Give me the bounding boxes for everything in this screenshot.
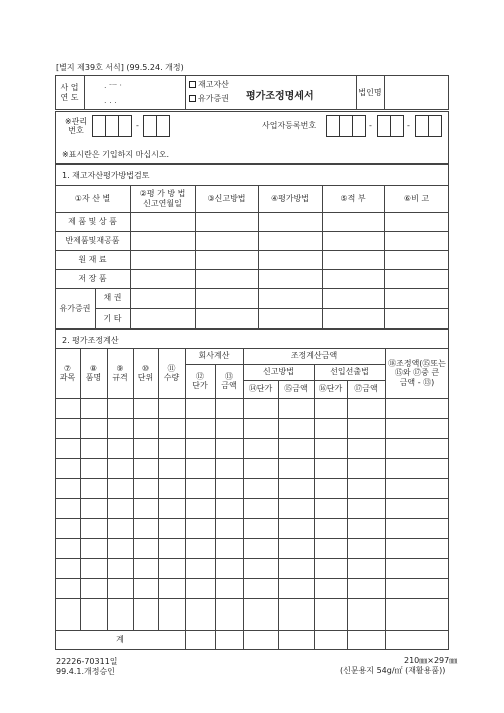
row-securities: 유가증권 [59, 303, 91, 313]
col-company-amount: ⑬ 금액 [221, 371, 237, 390]
col-unit: ⑩ 단위 [137, 363, 154, 382]
dash: - [136, 121, 139, 130]
paper-size: 210㎜×297㎜ [404, 656, 458, 665]
mgmt-no-digit[interactable] [105, 115, 119, 137]
col-fifo-unit-price: ⑯단가 [318, 384, 343, 394]
reported-method-header: 신고방법 [263, 367, 294, 377]
row-bonds: 채 권 [103, 293, 122, 303]
mgmt-no-digit[interactable] [156, 115, 170, 137]
col-reported-amount: ⑮금액 [284, 384, 308, 394]
col-reported-method: ③신고방법 [207, 193, 246, 203]
col-asset-type: ①자 산 별 [74, 193, 111, 203]
section1-title: 1. 재고자산평가방법검토 [62, 171, 150, 180]
date-marks-1: . ㅡ · [104, 81, 122, 90]
fifo-method-header: 선입선출법 [330, 367, 369, 377]
biz-no-digit[interactable] [415, 115, 429, 137]
row-supplies: 저 장 품 [78, 273, 107, 283]
col-quantity: ⑪ 수량 [163, 363, 180, 382]
biz-no-digit[interactable] [377, 115, 391, 137]
col-company-unit-price: ⑫ 단가 [192, 371, 208, 390]
col-report-date: ②평 가 방 법 신고연월일 [139, 189, 186, 208]
mgmt-no-digit[interactable] [118, 115, 132, 137]
form-code: 22226-70311일 99.4.1.개정승인 [56, 657, 118, 676]
corp-name-label: 법인명 [358, 87, 382, 97]
row-semi-finished: 반제품및재공품 [65, 235, 120, 245]
row-other: 기 타 [103, 313, 122, 323]
mgmt-no-digit[interactable] [143, 115, 157, 137]
biz-no-digit[interactable] [339, 115, 353, 137]
dash: - [407, 121, 410, 130]
option-securities[interactable]: 유가증권 [189, 95, 229, 103]
col-fifo-amount: ⑰금액 [354, 384, 378, 394]
option-inventory[interactable]: 재고자산 [189, 81, 229, 89]
dash: - [369, 121, 372, 130]
biz-no-digit[interactable] [428, 115, 442, 137]
col-valuation-method: ④평가방법 [270, 193, 310, 203]
form-header: [별지 제39호 서식] (99.5.24. 개정) [56, 63, 184, 72]
col-adjustment-amount: ⑱조정액(⑮또는 ⑮와 ⑰중 큰 금액 - ⑬) [388, 359, 446, 387]
col-account: ⑦ 과목 [59, 363, 76, 382]
col-item-name: ⑧ 품명 [85, 363, 102, 382]
col-reported-unit-price: ⑭단가 [248, 384, 273, 394]
section2-title: 2. 평가조정계산 [62, 336, 119, 345]
biz-no-digit[interactable] [326, 115, 340, 137]
checkbox-icon[interactable] [189, 81, 196, 88]
business-registration-label: 사업자등록번호 [262, 121, 317, 130]
paper-spec: (신문용지 54g/㎡ (재활용품)) [340, 666, 446, 675]
row-products: 제 품 및 상 품 [68, 216, 117, 226]
mgmt-no-digit[interactable] [92, 115, 106, 137]
business-year-label: 사 업 연 도 [60, 83, 79, 102]
col-compliance: ⑤적 부 [340, 193, 366, 203]
biz-no-digit[interactable] [390, 115, 404, 137]
company-calc-header: 회사계산 [198, 351, 230, 361]
checkbox-icon[interactable] [189, 95, 196, 102]
col-remarks: ⑥비 고 [403, 193, 430, 203]
date-marks-2: . . . [104, 96, 117, 105]
page-title: 평가조정명세서 [246, 91, 314, 102]
col-spec: ⑨ 규격 [112, 363, 128, 382]
row-raw-materials: 원 재 료 [78, 254, 107, 264]
biz-no-digit[interactable] [352, 115, 366, 137]
total-label: 계 [116, 635, 124, 645]
note-text: ※표시란은 기입하지 마십시오. [62, 150, 170, 159]
management-number-label: ※관리 번호 [64, 116, 88, 135]
adjust-calc-header: 조정계산금액 [290, 351, 338, 361]
